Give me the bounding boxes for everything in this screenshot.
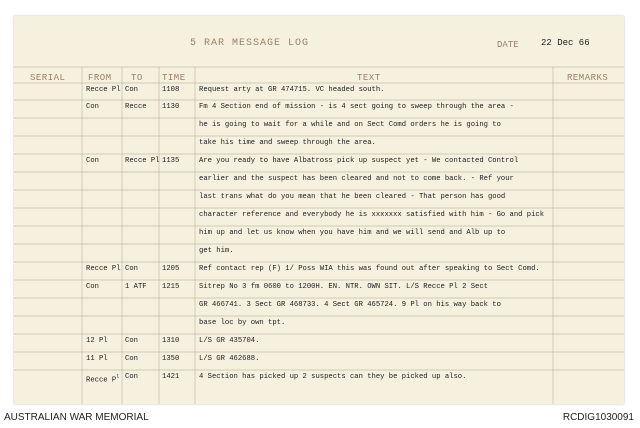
row-time: 1135 [162, 157, 180, 165]
date-label: DATE [497, 40, 519, 50]
header-remarks: REMARKS [567, 73, 609, 83]
header-to: TO [131, 73, 143, 83]
date-value: 22 Dec 66 [541, 38, 590, 48]
row-to: Con [125, 86, 138, 94]
row-from-text: Recce P [86, 376, 117, 385]
row-time: 1421 [162, 373, 180, 381]
row-text-line: him up and let us know when you have him and we will send and Alb up to [199, 229, 506, 237]
row-from: Con [86, 157, 99, 165]
row-text-line: Request arty at GR 474715. VC headed south. [199, 86, 385, 94]
row-time: 1215 [162, 283, 180, 291]
row-text-line: GR 466741. 3 Sect GR 468733. 4 Sect GR 465724. 9 Pl on his way back to [199, 301, 501, 309]
row-text-line: character reference and everybody he is xxxxxxx satisfied with him - Go and pick [199, 211, 545, 219]
footer-institution: AUSTRALIAN WAR MEMORIAL [4, 412, 149, 423]
header-time: TIME [162, 73, 186, 83]
row-time: 1350 [162, 355, 180, 363]
row-text-line: Ref contact rep (F) 1/ Poss WIA this was found out after speaking to Sect Comd. [199, 265, 540, 273]
row-text-line: Are you ready to have Albatross pick up suspect yet - We contacted Control [199, 157, 519, 165]
row-text-line: he is going to wait for a while and on Sect Comd orders he is going to [199, 121, 501, 129]
row-from: Con [86, 103, 99, 111]
row-text-line: earlier and the suspect has been cleared and not to come back. - Ref your [199, 175, 514, 183]
row-text-line: last trans what do you mean that he been cleared - That person has good [199, 193, 506, 201]
row-from-sup: l [116, 374, 120, 380]
row-from: 12 Pl [86, 337, 108, 345]
row-from: Recce Pl [86, 265, 121, 273]
header-text: TEXT [357, 73, 381, 83]
row-text-line: L/S GR 462688. [199, 355, 260, 363]
row-from: Con [86, 283, 99, 291]
row-time: 1310 [162, 337, 180, 345]
row-text-line: Sitrep No 3 fm 0600 to 1200H. EN. NTR. OWN SIT. L/S Recce Pl 2 Sect [199, 283, 488, 291]
row-to: Recce Pl [125, 157, 160, 165]
row-text-line: get him. [199, 247, 234, 255]
row-to: Con [125, 337, 138, 345]
row-time: 1108 [162, 86, 180, 94]
row-to: Recce [125, 103, 147, 111]
row-text-line: L/S GR 435704. [199, 337, 260, 345]
row-text-line: 4 Section has picked up 2 suspects can they be picked up also. [199, 373, 467, 381]
row-to: Con [125, 265, 138, 273]
row-to: Con [125, 355, 138, 363]
row-text-line: base loc by own tpt. [199, 319, 286, 327]
message-log-sheet [14, 16, 624, 404]
row-time: 1205 [162, 265, 180, 273]
row-to: Con [125, 373, 138, 381]
row-to: 1 ATF [125, 283, 147, 291]
row-time: 1130 [162, 103, 180, 111]
row-text-line: take his time and sweep through the area. [199, 139, 376, 147]
footer-record-id: RCDIG1030091 [562, 412, 634, 423]
row-text-line: Fm 4 Section end of mission - is 4 sect going to sweep through the area - [199, 103, 514, 111]
row-from: 11 Pl [86, 355, 108, 363]
row-from [86, 372, 119, 385]
row-from: Recce Pl [86, 86, 121, 94]
header-serial: SERIAL [30, 73, 66, 83]
log-title: 5 RAR MESSAGE LOG [190, 38, 310, 49]
header-from: FROM [88, 73, 112, 83]
